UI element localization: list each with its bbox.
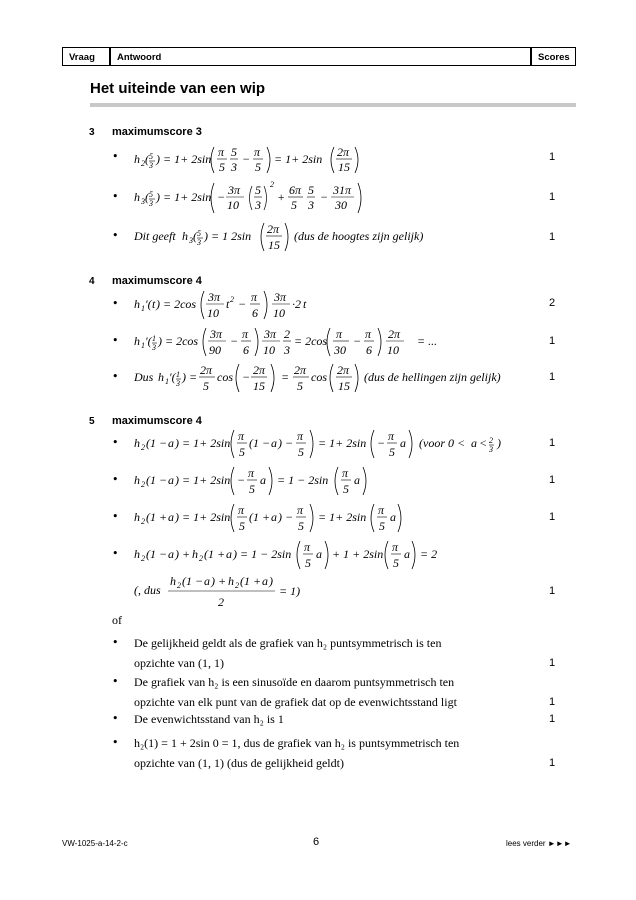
page-number: 6	[313, 836, 320, 848]
svg-text:π: π	[342, 466, 349, 480]
svg-text:3: 3	[152, 343, 156, 352]
svg-text:10: 10	[227, 198, 239, 212]
svg-text:1: 1	[141, 341, 145, 350]
formula-q5-1	[134, 425, 514, 461]
svg-text:π: π	[254, 145, 261, 159]
svg-text:6π: 6π	[289, 183, 302, 197]
score: 1	[549, 474, 556, 486]
svg-text:10: 10	[263, 343, 275, 357]
svg-text:(dus de hellingen zijn gelijk): (dus de hellingen zijn gelijk)	[364, 370, 501, 384]
score: 2	[549, 297, 556, 309]
svg-text:): )	[497, 436, 501, 450]
question-heading: maximumscore 4	[112, 275, 202, 287]
svg-text:'(: '(	[145, 297, 152, 311]
formula-q5-5	[134, 572, 334, 612]
svg-text:5: 5	[305, 556, 311, 570]
svg-text:2π: 2π	[388, 327, 401, 341]
svg-text:'(: '(	[145, 334, 152, 348]
svg-text:2: 2	[230, 295, 234, 304]
svg-text:5: 5	[255, 183, 261, 197]
svg-text:'(: '(	[169, 370, 176, 384]
svg-text:5: 5	[393, 556, 399, 570]
svg-text:a: a	[226, 547, 232, 561]
svg-text:h: h	[158, 370, 164, 384]
svg-text:π: π	[297, 429, 304, 443]
svg-text:a: a	[168, 510, 174, 524]
svg-text:2: 2	[489, 436, 493, 445]
bullet: •	[112, 473, 119, 486]
svg-text:3: 3	[141, 197, 145, 206]
svg-text:5: 5	[343, 482, 349, 496]
svg-text:10: 10	[387, 343, 399, 357]
svg-text:−: −	[242, 370, 251, 384]
svg-text:−: −	[230, 334, 239, 348]
formula-line	[134, 462, 394, 502]
svg-text:5: 5	[149, 190, 153, 199]
svg-text:cos: cos	[217, 370, 233, 384]
score: 1	[549, 437, 556, 449]
svg-text:a: a	[354, 473, 360, 487]
formula-line	[134, 177, 394, 221]
svg-text:a: a	[204, 574, 210, 588]
svg-text:(: (	[145, 152, 149, 166]
score: 1	[549, 696, 556, 708]
svg-text:+ 1 + 2sin: + 1 + 2sin	[332, 547, 384, 561]
svg-text:) = 1 2sin: ) = 1 2sin	[204, 229, 252, 243]
svg-text:a: a	[390, 510, 396, 524]
svg-text:<: <	[479, 436, 488, 450]
score: 1	[549, 713, 556, 725]
score: 1	[549, 757, 556, 769]
svg-text:(1 +: (1 +	[146, 510, 168, 524]
svg-text:h: h	[182, 229, 188, 243]
bullet: •	[112, 190, 119, 203]
svg-text:15: 15	[253, 379, 265, 393]
svg-text:) = 2cos: ) = 2cos	[158, 334, 199, 348]
bullet: •	[112, 150, 119, 163]
svg-text:1: 1	[141, 304, 145, 313]
svg-text:2π: 2π	[337, 363, 350, 377]
svg-text:3: 3	[149, 199, 153, 208]
score: 1	[549, 371, 556, 383]
svg-text:5: 5	[231, 145, 237, 159]
svg-text:3: 3	[197, 238, 201, 247]
svg-text:5: 5	[149, 152, 153, 161]
question-heading: maximumscore 4	[112, 415, 202, 427]
svg-text:3: 3	[308, 198, 314, 212]
svg-text:3: 3	[489, 445, 493, 454]
svg-text:15: 15	[338, 160, 350, 174]
svg-text:) =: ) =	[182, 370, 198, 384]
page-title: Het uiteinde van een wip	[90, 80, 266, 97]
title-rule	[90, 103, 576, 107]
svg-text:(1 −: (1 −	[146, 436, 168, 450]
svg-text:= 1): = 1)	[279, 584, 301, 598]
bullet: •	[112, 736, 119, 749]
svg-text:15: 15	[268, 238, 280, 252]
svg-text:= 1+ 2sin: = 1+ 2sin	[318, 436, 367, 450]
svg-text:90: 90	[209, 343, 221, 357]
svg-text:1: 1	[152, 334, 156, 343]
svg-text:−: −	[242, 152, 251, 166]
svg-text:−: −	[238, 297, 247, 311]
svg-text:π: π	[251, 290, 258, 304]
svg-text:π: π	[218, 145, 225, 159]
svg-text:6: 6	[366, 343, 372, 357]
formula-q3-1	[134, 143, 394, 177]
svg-text:a: a	[271, 510, 277, 524]
svg-text:Dus: Dus	[134, 370, 154, 384]
score: 1	[549, 231, 556, 243]
svg-text:3π: 3π	[264, 327, 277, 341]
svg-text:a: a	[260, 473, 266, 487]
alt-text: h₂(1) = 1 + 2sin 0 = 1, dus de grafiek van h₂ is puntsymmetrisch ten	[134, 736, 460, 750]
bullet: •	[112, 675, 119, 688]
svg-text:a: a	[400, 436, 406, 450]
bullet: •	[112, 334, 119, 347]
svg-text:π: π	[248, 466, 255, 480]
bullet: •	[112, 510, 119, 523]
svg-text:(voor 0 <: (voor 0 <	[419, 436, 466, 450]
formula-line	[134, 359, 534, 399]
svg-text:3: 3	[149, 161, 153, 170]
svg-text:t: t	[226, 297, 230, 311]
svg-text:2π: 2π	[294, 363, 307, 377]
svg-text:a: a	[262, 574, 268, 588]
formula-line	[134, 286, 364, 326]
svg-text:a: a	[168, 473, 174, 487]
formula-q3-3	[134, 219, 464, 255]
svg-text:) = 1+ 2sin: ) = 1+ 2sin	[156, 152, 212, 166]
svg-text:h: h	[134, 436, 140, 450]
svg-text:5: 5	[298, 519, 304, 533]
svg-text:) = 1+ 2sin: ) = 1+ 2sin	[175, 436, 231, 450]
svg-text:−: −	[320, 190, 329, 204]
formula-q5-4	[134, 536, 438, 572]
svg-text:π: π	[238, 429, 245, 443]
score: 1	[549, 335, 556, 347]
svg-text:Dit geeft: Dit geeft	[134, 229, 176, 243]
svg-text:h: h	[134, 297, 140, 311]
svg-text:=: =	[281, 370, 290, 384]
svg-text:= ...: = ...	[417, 334, 438, 348]
svg-text:(1 +: (1 +	[249, 510, 271, 524]
alt-text: opzichte van (1, 1) (dus de gelijkheid geldt)	[134, 756, 344, 770]
svg-text:10: 10	[273, 306, 285, 320]
svg-text:3: 3	[176, 379, 180, 388]
svg-text:2π: 2π	[337, 145, 350, 159]
formula-line	[134, 572, 334, 616]
svg-text:3π: 3π	[228, 183, 241, 197]
header-antwoord: Antwoord	[110, 47, 531, 66]
or-label: of	[112, 613, 122, 627]
svg-text:a: a	[316, 547, 322, 561]
svg-text:a: a	[271, 436, 277, 450]
svg-text:) = 1+ 2sin: ) = 1+ 2sin	[156, 190, 212, 204]
formula-line	[134, 425, 514, 465]
svg-text:π: π	[242, 327, 249, 341]
svg-text:2: 2	[284, 327, 290, 341]
svg-text:h: h	[134, 152, 140, 166]
svg-text:5: 5	[255, 160, 261, 174]
formula-q4-1	[134, 286, 364, 322]
svg-text:1: 1	[165, 377, 169, 386]
svg-text:) −: ) −	[278, 510, 294, 524]
svg-text:2: 2	[141, 517, 145, 526]
svg-text:5: 5	[197, 229, 201, 238]
formula-q5-3	[134, 499, 404, 535]
footer-next: lees verder ►►►	[506, 839, 572, 848]
bullet: •	[112, 636, 119, 649]
svg-text:3π: 3π	[210, 327, 223, 341]
svg-text:= 1+ 2sin: = 1+ 2sin	[274, 152, 323, 166]
question-heading: maximumscore 3	[112, 126, 202, 138]
svg-text:(1 −: (1 −	[146, 547, 168, 561]
svg-text:2: 2	[199, 554, 203, 563]
svg-text:(1 +: (1 +	[204, 547, 226, 561]
alt-text: opzichte van (1, 1)	[134, 656, 224, 670]
svg-text:(dus de hoogtes zijn gelijk): (dus de hoogtes zijn gelijk)	[294, 229, 424, 243]
svg-text:(1 −: (1 −	[146, 473, 168, 487]
svg-text:) = 1+ 2sin: ) = 1+ 2sin	[175, 510, 231, 524]
svg-text:2: 2	[235, 581, 239, 590]
svg-text:h: h	[134, 190, 140, 204]
svg-text:) +: ) +	[211, 574, 227, 588]
svg-text:π: π	[392, 540, 399, 554]
svg-text:π: π	[388, 429, 395, 443]
bullet: •	[112, 229, 119, 242]
svg-text:π: π	[297, 503, 304, 517]
svg-text:π: π	[336, 327, 343, 341]
svg-text:a: a	[168, 547, 174, 561]
alt-text: De grafiek van h₂ is een sinusoïde en daarom puntsymmetrisch ten	[134, 675, 455, 689]
svg-text:5: 5	[298, 445, 304, 459]
svg-text:15: 15	[338, 379, 350, 393]
svg-text:3π: 3π	[274, 290, 287, 304]
svg-text:6: 6	[252, 306, 258, 320]
svg-text:5: 5	[297, 379, 303, 393]
svg-text:3: 3	[255, 198, 261, 212]
svg-text:) = 2cos: ) = 2cos	[156, 297, 197, 311]
bullet: •	[112, 712, 119, 725]
svg-text:2π: 2π	[267, 222, 280, 236]
formula-line	[134, 219, 464, 259]
bullet: •	[112, 436, 119, 449]
svg-text:= 1+ 2sin: = 1+ 2sin	[318, 510, 367, 524]
score: 1	[549, 151, 556, 163]
svg-text:(1 −: (1 −	[249, 436, 271, 450]
svg-text:π: π	[238, 503, 245, 517]
formula-line	[134, 143, 394, 181]
alt-text: De evenwichtsstand van h₂ is 1	[134, 712, 284, 726]
bullet: •	[112, 297, 119, 310]
svg-text:t: t	[303, 297, 307, 311]
alt-text: De gelijkheid geldt als de grafiek van h₂ puntsymmetrisch is ten	[134, 636, 442, 650]
question-number: 3	[89, 127, 95, 138]
svg-text:(1 −: (1 −	[182, 574, 204, 588]
score: 1	[549, 511, 556, 523]
svg-text:) = 1+ 2sin: ) = 1+ 2sin	[175, 473, 231, 487]
svg-text:h: h	[192, 547, 198, 561]
svg-text:a: a	[471, 436, 477, 450]
formula-q5-2	[134, 462, 394, 498]
question-number: 5	[89, 416, 95, 427]
svg-text:5: 5	[239, 519, 245, 533]
svg-text:h: h	[134, 473, 140, 487]
svg-text:30: 30	[334, 343, 346, 357]
svg-text:= 2: = 2	[420, 547, 438, 561]
svg-text:2: 2	[218, 595, 224, 609]
question-number: 4	[89, 276, 95, 287]
svg-text:2: 2	[141, 159, 145, 168]
score: 1	[549, 191, 556, 203]
formula-q3-2	[134, 177, 394, 217]
formula-q4-2	[134, 323, 464, 359]
svg-text:−: −	[237, 473, 246, 487]
header-scores: Scores	[531, 47, 576, 66]
svg-text:5: 5	[308, 183, 314, 197]
formula-line	[134, 499, 404, 539]
bullet: •	[112, 370, 119, 383]
svg-text:= 2cos: = 2cos	[294, 334, 328, 348]
svg-text:t: t	[152, 297, 156, 311]
formula-q4-3	[134, 359, 534, 395]
svg-text:π: π	[378, 503, 385, 517]
svg-text:30: 30	[335, 198, 347, 212]
svg-text:) −: ) −	[278, 436, 294, 450]
svg-text:10: 10	[207, 306, 219, 320]
svg-text:3π: 3π	[208, 290, 221, 304]
alt-text: opzichte van elk punt van de grafiek dat op de evenwichtsstand ligt	[134, 695, 457, 709]
svg-text:h: h	[228, 574, 234, 588]
svg-text:): )	[269, 574, 273, 588]
svg-text:+: +	[277, 190, 286, 204]
svg-text:−: −	[353, 334, 362, 348]
svg-text:a: a	[168, 436, 174, 450]
svg-text:π: π	[304, 540, 311, 554]
svg-text:h: h	[134, 334, 140, 348]
svg-text:(: (	[145, 190, 149, 204]
svg-text:5: 5	[379, 519, 385, 533]
svg-text:h: h	[170, 574, 176, 588]
svg-text:3: 3	[284, 343, 290, 357]
svg-text:5: 5	[219, 160, 225, 174]
svg-text:2: 2	[141, 480, 145, 489]
svg-text:5: 5	[203, 379, 209, 393]
svg-text:−: −	[377, 436, 386, 450]
svg-text:5: 5	[239, 445, 245, 459]
svg-text:2: 2	[141, 554, 145, 563]
svg-text:(: (	[193, 229, 197, 243]
svg-text:) = 1 − 2sin: ) = 1 − 2sin	[233, 547, 292, 561]
formula-line	[134, 536, 438, 576]
svg-text:3: 3	[231, 160, 237, 174]
bullet: •	[112, 547, 119, 560]
formula-line	[134, 323, 464, 363]
score: 1	[549, 585, 556, 597]
svg-text:2: 2	[177, 581, 181, 590]
svg-text:1: 1	[176, 370, 180, 379]
svg-text:2π: 2π	[253, 363, 266, 377]
svg-text:6: 6	[243, 343, 249, 357]
svg-text:) +: ) +	[175, 547, 191, 561]
svg-text:h: h	[134, 547, 140, 561]
svg-text:h: h	[134, 510, 140, 524]
svg-text:5: 5	[249, 482, 255, 496]
svg-text:= 1 − 2sin: = 1 − 2sin	[277, 473, 329, 487]
svg-text:(, dus: (, dus	[134, 583, 161, 597]
svg-text:−: −	[217, 190, 226, 204]
svg-text:a: a	[404, 547, 410, 561]
svg-text:2: 2	[270, 180, 274, 189]
svg-text:5: 5	[291, 198, 297, 212]
header-vraag: Vraag	[62, 47, 110, 66]
svg-text:2π: 2π	[200, 363, 213, 377]
svg-text:2: 2	[141, 443, 145, 452]
svg-text:cos: cos	[311, 370, 327, 384]
svg-text:3: 3	[189, 236, 193, 245]
svg-text:π: π	[365, 327, 372, 341]
footer-code: VW-1025-a-14-2-c	[62, 839, 128, 848]
svg-text:5: 5	[389, 445, 395, 459]
svg-text:31π: 31π	[333, 183, 352, 197]
svg-text:(1 +: (1 +	[240, 574, 262, 588]
score: 1	[549, 657, 556, 669]
svg-text:·2: ·2	[292, 297, 301, 311]
